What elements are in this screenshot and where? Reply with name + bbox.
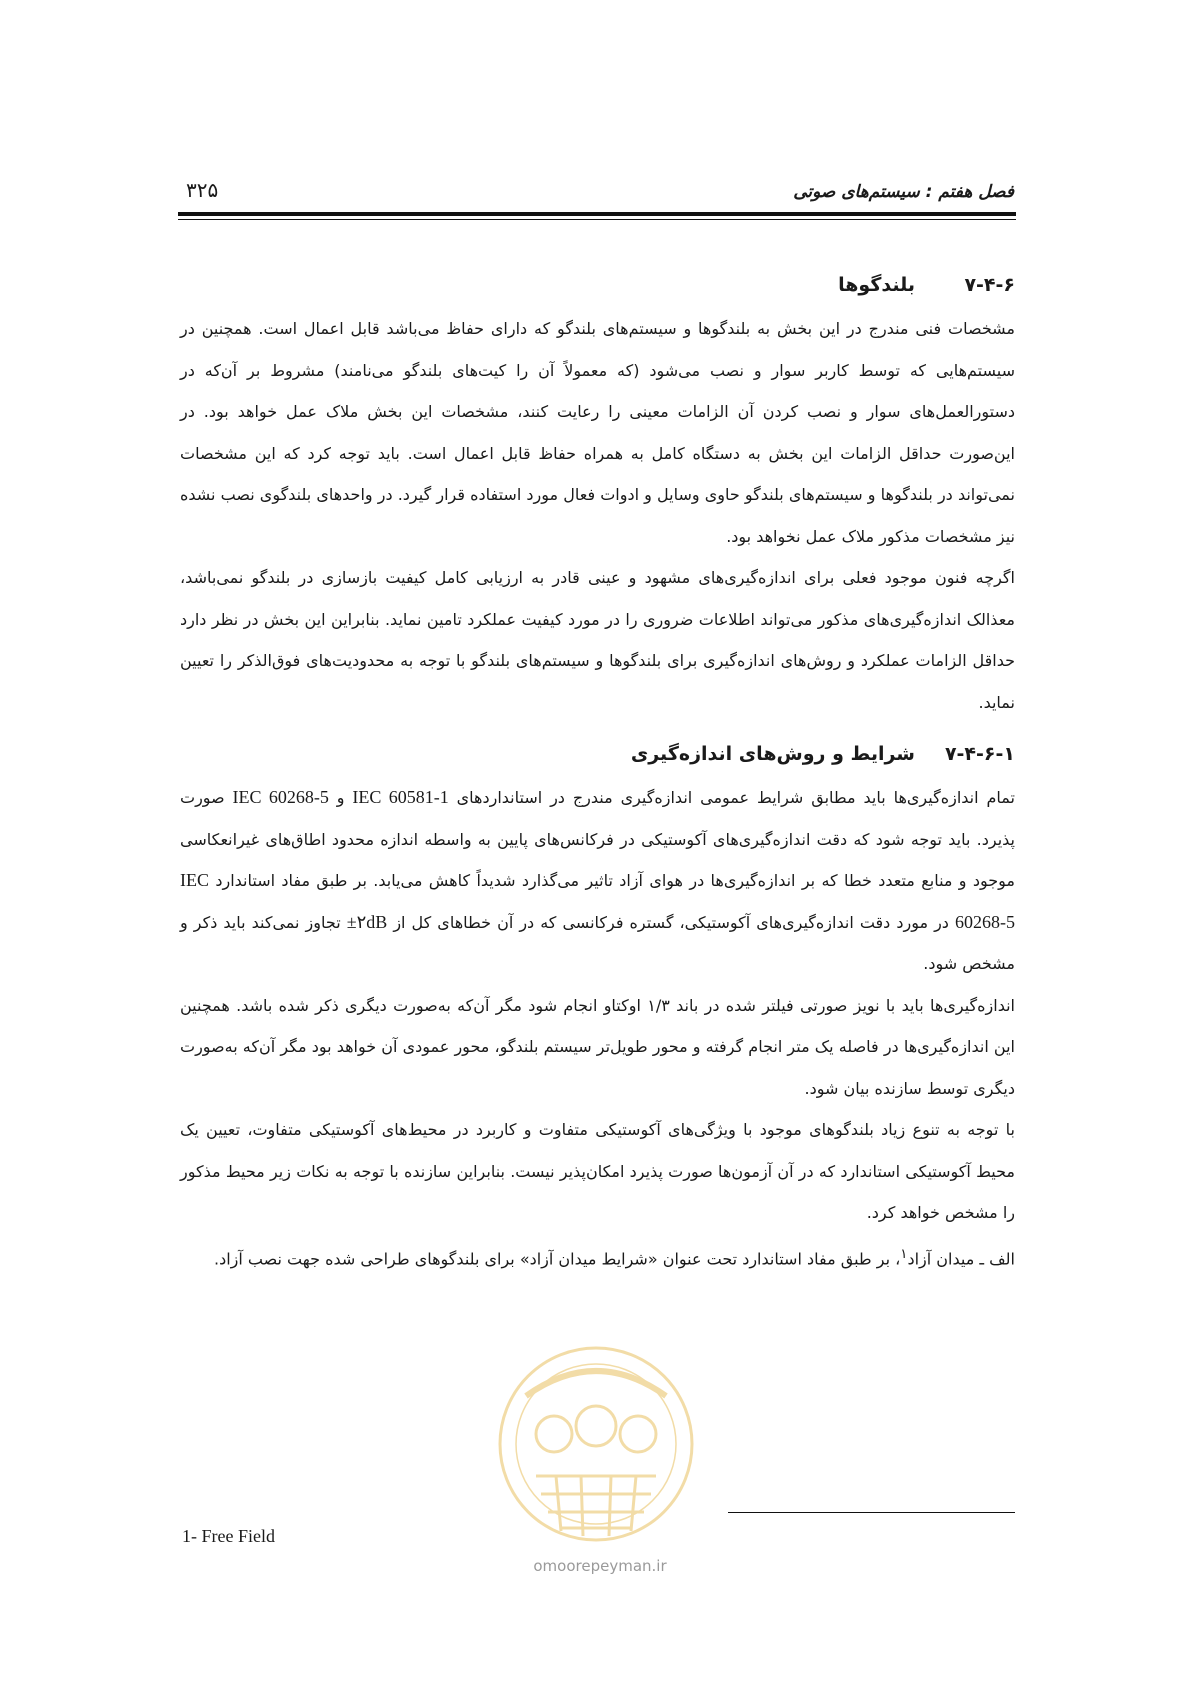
standard-reference: IEC 60268-5 — [232, 787, 329, 807]
page-number: ۳۲۵ — [186, 178, 219, 202]
footnote-rule — [728, 1512, 1015, 1513]
text-run: تمام اندازه‌گیری‌ها باید مطابق شرایط عمومی اندازه‌گیری مندرج در استانداردهای — [456, 788, 1015, 807]
paragraph — [180, 1234, 1015, 1280]
section-heading-loudspeakers — [180, 262, 1015, 308]
standard-reference: IEC 60268-5 — [180, 870, 1015, 932]
section-title: شرایط و روش‌های اندازه‌گیری — [630, 743, 915, 765]
page-body — [180, 262, 1015, 1279]
text-run: صورت پذیرد. باید توجه شود که دقت اندازه‌گیری‌های آکوستیکی در فرکانس‌های پایین به واسطه اندازه محدود اطاق‌های غیرانعکاسی موجود و منابع متعدد خطا که بر اندازه‌گیری‌ها در هوای آزاد تاثیر می‌گذارد شدیداً کاهش می‌یابد. بر طبق مفاد استاندارد — [180, 788, 1015, 890]
chapter-title: فصل هفتم : سیستم‌های صوتی — [793, 182, 1014, 202]
paragraph: اندازه‌گیری‌ها باید با نویز صورتی فیلتر شده در باند ۱/۳ اوکتاو انجام شود مگر آن‌که به‌صورت دیگری ذکر شده باشد. همچنین این اندازه‌گیری‌ها در فاصله یک متر انجام گرفته و محور طویل‌تر سیستم بلندگو، محور عمودی آن خواهد بود مگر آن‌که به‌صورت دیگری توسط سازنده بیان شود. — [180, 995, 1016, 1098]
section-number: ۷-۴-۶-۱ — [944, 743, 1015, 765]
header-rule-thick — [178, 212, 1016, 216]
paragraph: اگرچه فنون موجود فعلی برای اندازه‌گیری‌های مشهود و عینی قادر به ارزیابی کامل کیفیت بازسازی در بلندگو نمی‌باشد، معذالک اندازه‌گیری‌های مذکور می‌تواند اطلاعات ضروری را در مورد کیفیت عملکرد تامین نماید. بنابراین این بخش در نظر دارد حداقل الزامات عملکرد و روش‌های اندازه‌گیری برای بلندگوها و سیستم‌های بلندگو با توجه به محدودیت‌های فوق‌الذکر را تعیین نماید. — [180, 568, 1015, 712]
tolerance-value: ±۲dB — [346, 911, 388, 932]
standard-reference: IEC 60581-1 — [352, 787, 449, 807]
header-rule-thin — [178, 219, 1016, 220]
section-number: ۷-۴-۶ — [964, 274, 1015, 296]
paragraph: مشخصات فنی مندرج در این بخش به بلندگوها و سیستم‌های بلندگو که دارای حفاظ می‌باشد قابل اعمال است. همچنین در سیستم‌هایی که توسط کاربر سوار و نصب می‌شود (که معمولاً آن را کیت‌های بلندگو می‌نامند) مشروط بر آن‌که در دستورالعمل‌های سوار و نصب کردن آن الزامات معینی را رعایت کنند، مشخصات این بخش ملاک عمل خواهد بود. در این‌صورت حداقل الزامات این بخش به دستگاه کامل به همراه حفاظ قابل اعمال است. باید توجه کرد که این مشخصات نمی‌تواند در بلندگوها و سیستم‌های بلندگو حاوی وسایل و ادوات فعال مورد استفاده قرار گیرد. در واحدهای بلندگوی نصب نشده نیز مشخصات مذکور ملاک عمل نخواهد بود. — [180, 319, 1015, 546]
page-header — [178, 176, 1014, 210]
text-run: و — [336, 788, 345, 807]
omoorepeyman-seal-icon — [486, 1326, 706, 1566]
paragraph — [180, 777, 1015, 985]
text-run: ، بر طبق مفاد استاندارد تحت عنوان «شرایط میدان آزاد» برای بلندگوهای طراحی شده جهت نصب آزاد. — [214, 1248, 901, 1268]
text-run: در مورد دقت اندازه‌گیری‌های آکوستیکی، گستره فرکانسی که در آن خطاهای کل از — [393, 912, 949, 932]
paragraph: با توجه به تنوع زیاد بلندگوهای موجود با ویژگی‌های آکوستیکی متفاوت و کاربرد در محیط‌های آکوستیکی متفاوت، تعیین یک محیط آکوستیکی استاندارد که در آن آزمون‌ها صورت پذیرد امکان‌پذیر نیست. بنابراین سازنده با توجه به نکات زیر محیط مذکور را مشخص خواهد کرد. — [180, 1120, 1015, 1222]
watermark-site: omoorepeyman.ir — [533, 1557, 667, 1575]
text-run: الف ـ میدان آزاد — [907, 1248, 1015, 1268]
text-run: تجاوز نمی‌کند باید ذکر و مشخص شود. — [180, 912, 1015, 973]
footnote-marker: ۱ — [900, 1246, 908, 1262]
section-title: بلندگوها — [838, 274, 915, 296]
section-heading-measurement-conditions — [180, 731, 1015, 777]
footnote: 1- Free Field — [182, 1526, 275, 1546]
